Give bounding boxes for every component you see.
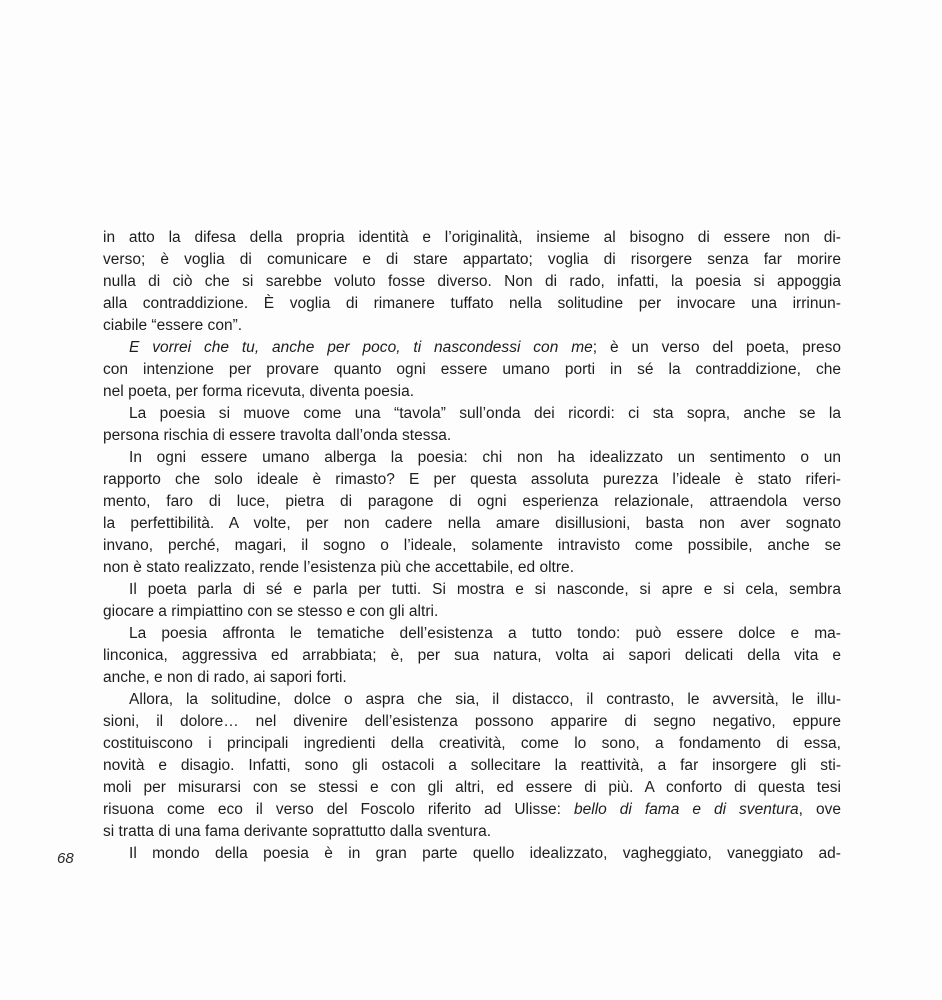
text-line bbox=[103, 689, 841, 711]
text-line bbox=[103, 513, 841, 535]
text-line bbox=[103, 667, 841, 689]
text-line bbox=[103, 315, 841, 337]
text-segment: risuona come eco il verso del Foscolo riferito ad Ulisse: bbox=[103, 801, 574, 818]
text-segment: verso; è voglia di comunicare e di stare appartato; voglia di risorgere senza far morire bbox=[103, 251, 841, 268]
text-line bbox=[103, 337, 841, 359]
text-line bbox=[103, 821, 841, 843]
text-segment: nel poeta, per forma ricevuta, diventa poesia. bbox=[103, 383, 415, 400]
text-line bbox=[103, 799, 841, 821]
text-segment: persona rischia di essere travolta dall’onda stessa. bbox=[103, 427, 452, 444]
text-line bbox=[103, 381, 841, 403]
italic-text-segment: bello di fama e di sventura bbox=[573, 801, 799, 818]
text-segment: moli per misurarsi con se stessi e con gli altri, ed essere di più. A conforto di questa tesi bbox=[103, 779, 841, 796]
text-line bbox=[103, 447, 841, 469]
text-segment: ciabile “essere con”. bbox=[103, 317, 243, 334]
text-line bbox=[103, 535, 841, 557]
text-segment: giocare a rimpiattino con se stesso e con gli altri. bbox=[103, 603, 439, 620]
text-segment: costituiscono i principali ingredienti della creatività, come lo sono, a fondamento di essa, bbox=[103, 735, 841, 752]
text-line bbox=[103, 425, 841, 447]
text-segment: Allora, la solitudine, dolce o aspra che sia, il distacco, il contrasto, le avversità, le illu- bbox=[129, 691, 841, 708]
text-segment: La poesia affronta le tematiche dell’esistenza a tutto tondo: può essere dolce e ma- bbox=[129, 625, 841, 642]
text-segment: La poesia si muove come una “tavola” sull’onda dei ricordi: ci sta sopra, anche se la bbox=[129, 405, 841, 422]
text-line bbox=[103, 403, 841, 425]
text-segment: non è stato realizzato, rende l’esistenza più che accettabile, ed oltre. bbox=[103, 559, 575, 576]
text-segment: Il poeta parla di sé e parla per tutti. Si mostra e si nasconde, si apre e si cela, sembra bbox=[129, 581, 841, 598]
text-line bbox=[103, 623, 841, 645]
text-segment: la perfettibilità. A volte, per non cadere nella amare disillusioni, basta non aver sognato bbox=[103, 515, 841, 532]
text-segment: novità e disagio. Infatti, sono gli ostacoli a sollecitare la reattività, a far insorgere gli sti- bbox=[103, 757, 841, 774]
text-segment: In ogni essere umano alberga la poesia: chi non ha idealizzato un sentimento o un bbox=[129, 449, 841, 466]
text-segment: alla contraddizione. È voglia di rimanere tuffato nella solitudine per invocare una irrinun- bbox=[103, 295, 841, 312]
text-line bbox=[103, 227, 841, 249]
text-segment: linconica, aggressiva ed arrabbiata; è, per sua natura, volta ai sapori delicati della vita e bbox=[103, 647, 841, 664]
text-line bbox=[103, 579, 841, 601]
text-line bbox=[103, 755, 841, 777]
text-line bbox=[103, 777, 841, 799]
text-segment: rapporto che solo ideale è rimasto? E per questa assoluta purezza l’ideale è stato riferi- bbox=[103, 471, 841, 488]
text-line bbox=[103, 469, 841, 491]
text-line bbox=[103, 359, 841, 381]
text-segment: in atto la difesa della propria identità e l’originalità, insieme al bisogno di essere non di- bbox=[103, 229, 841, 246]
text-line bbox=[103, 557, 841, 579]
text-segment: sioni, il dolore… nel divenire dell’esistenza possono apparire di segno negativo, eppure bbox=[103, 713, 841, 730]
text-block bbox=[103, 227, 841, 865]
text-segment: ; è un verso del poeta, preso bbox=[592, 339, 841, 356]
text-segment: Il mondo della poesia è in gran parte quello idealizzato, vagheggiato, vaneggiato ad- bbox=[129, 845, 841, 862]
text-line bbox=[103, 843, 841, 865]
text-line bbox=[103, 249, 841, 271]
text-line bbox=[103, 733, 841, 755]
text-segment: , ove bbox=[798, 801, 842, 818]
text-line bbox=[103, 271, 841, 293]
text-segment: con intenzione per provare quanto ogni essere umano porti in sé la contraddizione, che bbox=[103, 361, 841, 378]
text-segment: si tratta di una fama derivante soprattutto dalla sventura. bbox=[103, 823, 492, 840]
page-number: 68 bbox=[57, 850, 74, 867]
text-line bbox=[103, 711, 841, 733]
text-segment: invano, perché, magari, il sogno o l’ideale, solamente intravisto come possibile, anche se bbox=[103, 537, 841, 554]
italic-text-segment: E vorrei che tu, anche per poco, ti nascondessi con me bbox=[129, 339, 593, 356]
text-segment: anche, e non di rado, ai sapori forti. bbox=[103, 669, 347, 686]
text-segment: nulla di ciò che si sarebbe voluto fosse diverso. Non di rado, infatti, la poesia si appoggia bbox=[103, 273, 841, 290]
text-line bbox=[103, 293, 841, 315]
text-line bbox=[103, 491, 841, 513]
text-line bbox=[103, 645, 841, 667]
text-line bbox=[103, 601, 841, 623]
text-segment: mento, faro di luce, pietra di paragone di ogni esperienza relazionale, attraendola verso bbox=[103, 493, 841, 510]
